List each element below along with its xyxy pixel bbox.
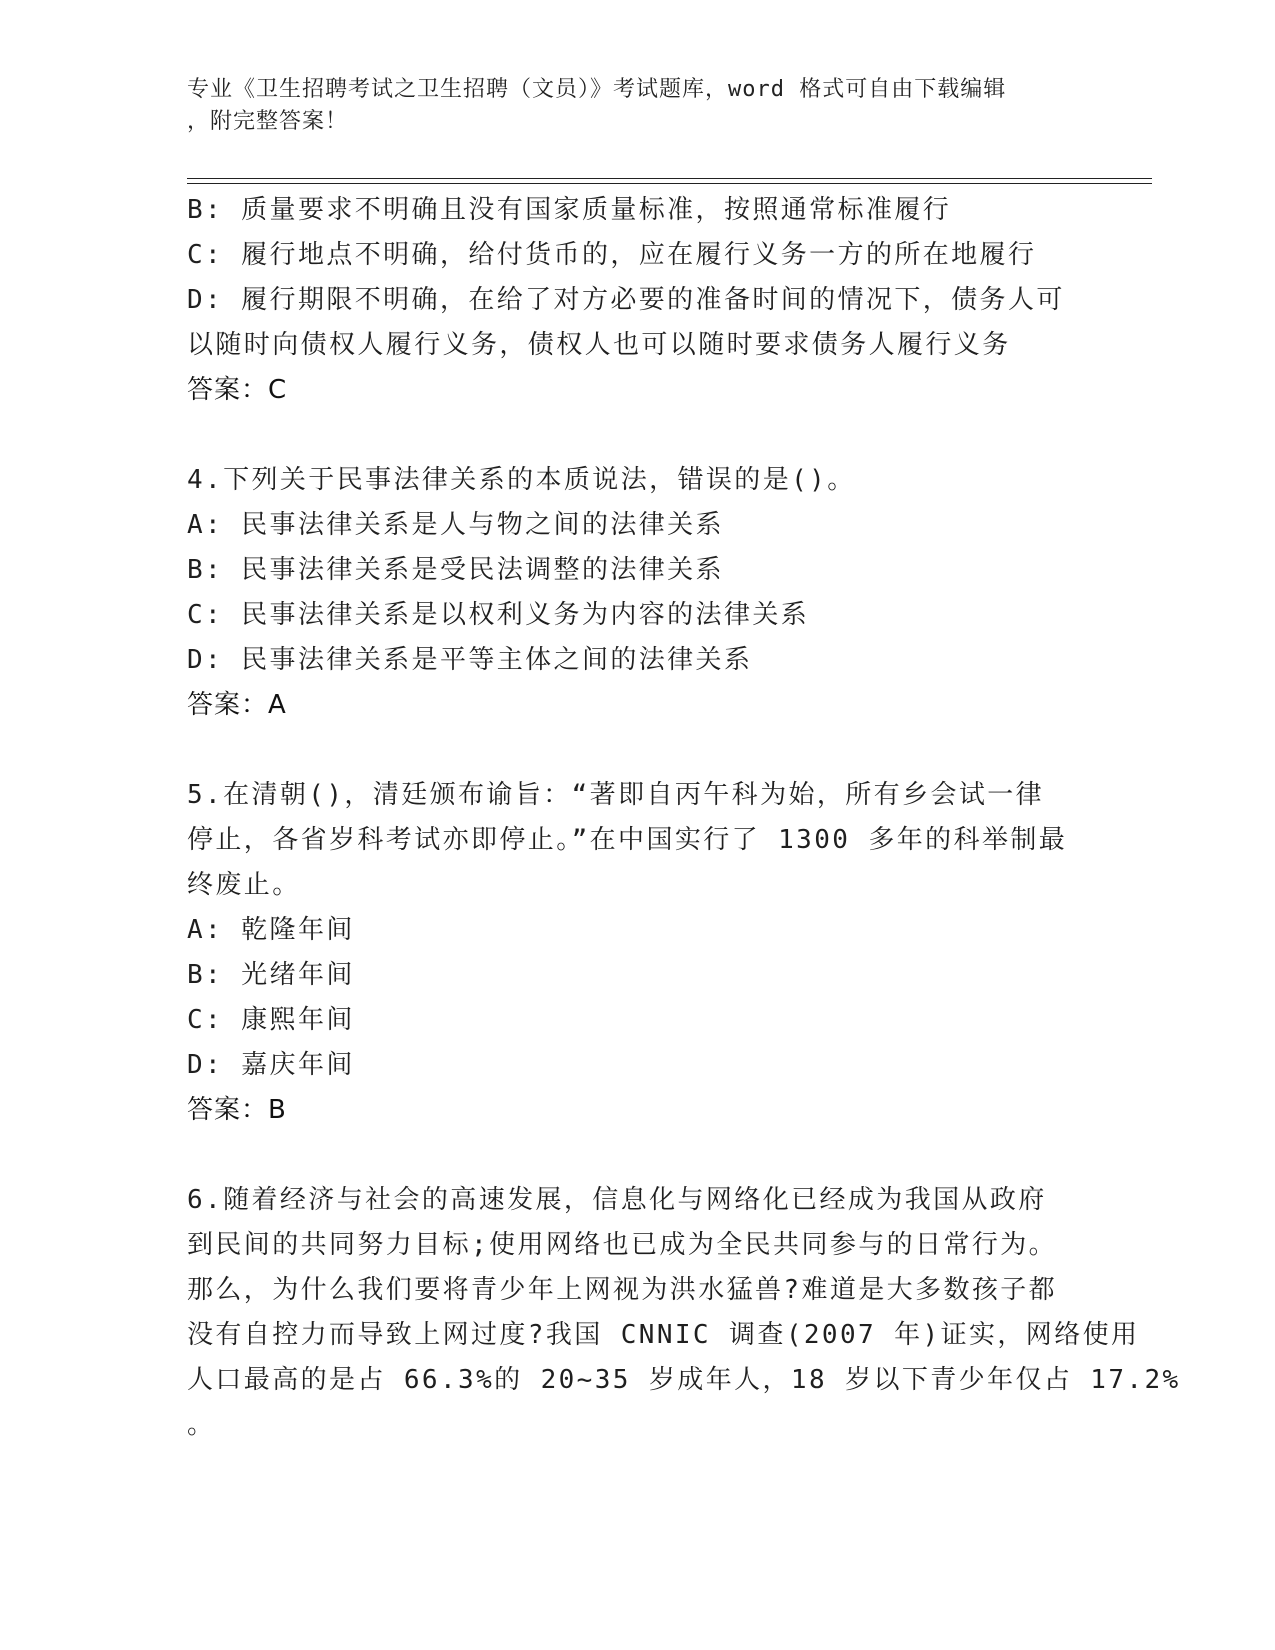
- question-line: 6.随着经济与社会的高速发展，信息化与网络化已经成为我国从政府: [187, 1185, 1047, 1215]
- question-line: 到民间的共同努力目标;使用网络也已成为全民共同参与的日常行为。: [187, 1230, 1058, 1260]
- header-line-1: 专业《卫生招聘考试之卫生招聘（文员）》考试题库，word 格式可自由下载编辑: [187, 77, 1007, 102]
- question-line: C: 履行地点不明确，给付货币的，应在履行义务一方的所在地履行: [187, 240, 1037, 270]
- question-line: A: 民事法律关系是人与物之间的法律关系: [187, 510, 724, 540]
- question-line: 那么，为什么我们要将青少年上网视为洪水猛兽?难道是大多数孩子都: [187, 1275, 1058, 1305]
- question-line: B: 质量要求不明确且没有国家质量标准，按照通常标准履行: [187, 195, 952, 225]
- answer-line: 答案：C: [187, 375, 288, 405]
- question-line: 终废止。: [187, 870, 301, 900]
- header-divider-bottom: [187, 183, 1152, 184]
- header-divider-top: [187, 178, 1152, 179]
- question-block: [187, 458, 1087, 728]
- answer-line: 答案：B: [187, 1095, 287, 1125]
- question-line: B: 光绪年间: [187, 960, 355, 990]
- block-spacer: [187, 413, 1087, 458]
- question-line: 人口最高的是占 66.3%的 20~35 岁成年人，18 岁以下青少年仅占 17.2%: [187, 1365, 1181, 1395]
- question-line: B: 民事法律关系是受民法调整的法律关系: [187, 555, 724, 585]
- question-line: A: 乾隆年间: [187, 915, 355, 945]
- question-line: D: 履行期限不明确，在给了对方必要的准备时间的情况下，债务人可: [187, 285, 1065, 315]
- question-block: [187, 1178, 1181, 1448]
- question-line: D: 民事法律关系是平等主体之间的法律关系: [187, 645, 753, 675]
- question-line: D: 嘉庆年间: [187, 1050, 355, 1080]
- question-line: 4.下列关于民事法律关系的本质说法，错误的是()。: [187, 465, 856, 495]
- question-block: [187, 188, 1087, 413]
- question-line: 5.在清朝()，清廷颁布谕旨：“著即自丙午科为始，所有乡会试一律: [187, 780, 1045, 810]
- block-spacer: [187, 1133, 1087, 1178]
- header-line-2: ，附完整答案！: [187, 109, 349, 134]
- question-line: 。: [187, 1410, 216, 1440]
- question-content: [187, 188, 1181, 1448]
- question-line: C: 民事法律关系是以权利义务为内容的法律关系: [187, 600, 810, 630]
- question-line: 没有自控力而导致上网过度?我国 CNNIC 调查(2007 年)证实，网络使用: [187, 1320, 1140, 1350]
- block-spacer: [187, 728, 1087, 773]
- question-line: 停止，各省岁科考试亦即停止。”在中国实行了 1300 多年的科举制最: [187, 825, 1068, 855]
- question-block: [187, 773, 1087, 1133]
- question-line: 以随时向债权人履行义务，债权人也可以随时要求债务人履行义务: [187, 330, 1011, 360]
- answer-line: 答案：A: [187, 690, 287, 720]
- question-line: C: 康熙年间: [187, 1005, 355, 1035]
- document-header: [187, 74, 1087, 138]
